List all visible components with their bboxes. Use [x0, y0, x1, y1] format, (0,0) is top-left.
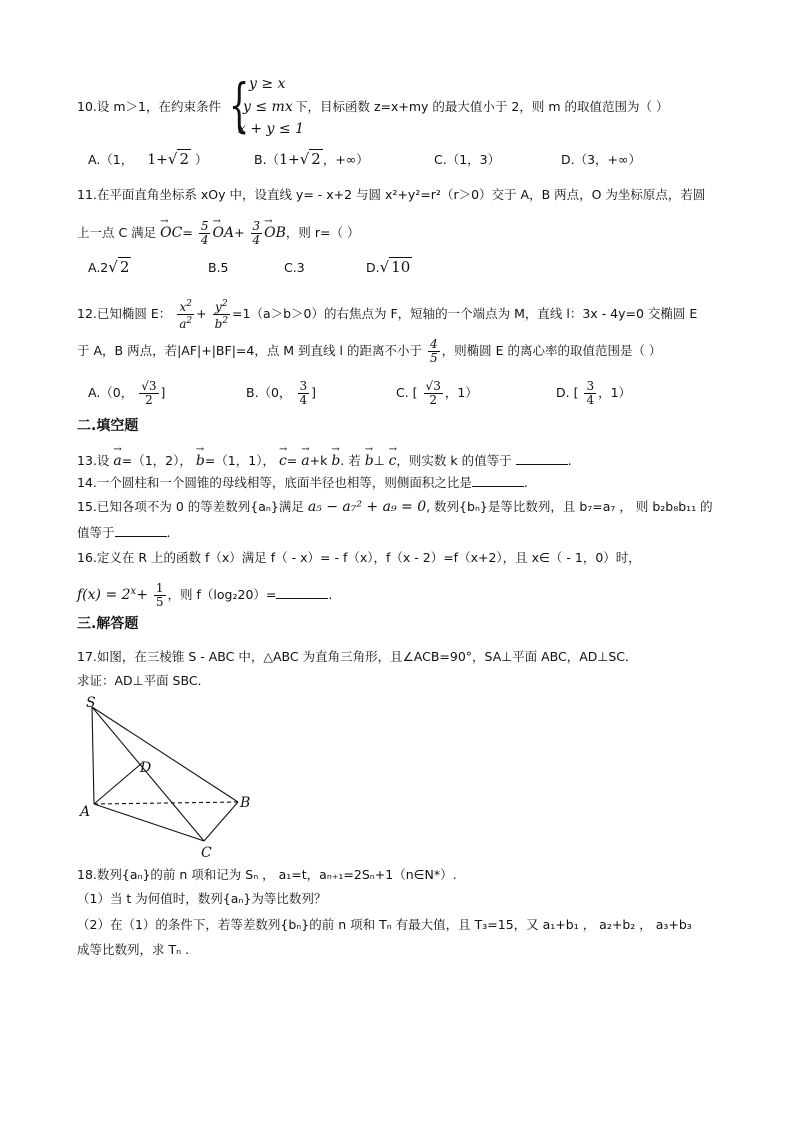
section-solutions: 三.解答题	[77, 616, 139, 632]
pyramid-figure	[70, 695, 270, 865]
fraction-sqrt3-2: $\frac{√3}{2}$	[141, 379, 157, 407]
q11-option-d: D.√ 10	[366, 258, 411, 276]
fraction-x2-a2: $\frac{x^2}{a^2}$	[179, 299, 193, 331]
question-15-line-1: 15.已知各项不为 0 的等差数列{aₙ}满足 a₅ − a₇² + a₉ = 0, 数列{bₙ}是等比数列，且 b₇=a₇ ， 则 b₂b₈b₁₁ 的	[77, 499, 713, 515]
fraction-3-4: $\frac{3}{4}$	[586, 379, 595, 407]
question-14: 14.一个圆柱和一个圆锥的母线相等，底面半径也相等，则侧面积之比是 .	[77, 475, 528, 490]
question-17-line-1: 17.如图，在三棱锥 S - ABC 中，△ABC 为直角三角形，且∠ACB=90°，SA⊥平面 ABC，AD⊥SC．	[77, 649, 638, 664]
question-18-line-1: 18.数列{aₙ}的前 n 项和记为 Sₙ ， a₁=t，aₙ₊₁=2Sₙ+1（n∈N*）.	[77, 867, 457, 882]
answer-blank	[516, 452, 568, 465]
edge-sb	[92, 707, 238, 802]
vertex-label-c: C	[201, 845, 212, 861]
sqrt-symbol: √ 10	[379, 258, 411, 276]
vertex-label-b: B	[240, 795, 251, 811]
vector-a: → a	[301, 448, 309, 470]
q15-formula: a₅ − a₇² + a₉ = 0	[307, 499, 427, 515]
section-fill-in-blank: 二.填空题	[77, 418, 139, 434]
fraction-sqrt3-2: $\frac{√3}{2}$	[425, 379, 441, 407]
sqrt-symbol: √ 2	[299, 150, 321, 168]
vector-b: → b	[331, 448, 340, 470]
q11-line-2: 上一点 C 满足 → OC= $\frac{5}{4}$ → OA+ $\frac{3}{4}$ → OB，则 r=（ ）	[77, 216, 359, 247]
fraction-4-5: $\frac{4}{5}$	[429, 337, 438, 365]
q11-option-a: A.2√ 2	[88, 258, 130, 276]
q12-option-d: D. [ $\frac{3}{4}$ ，1）	[556, 379, 632, 407]
q11-option-c: C.3	[284, 260, 305, 275]
sqrt-symbol: √ 2	[108, 258, 130, 276]
fraction-1-5: $\frac{1}{5}$	[155, 581, 164, 610]
constraint-brace: {	[229, 71, 250, 139]
question-15-line-2: 值等于 .	[77, 525, 171, 540]
q16-function: f(x) = 2	[77, 587, 131, 604]
vector-c: → c	[279, 448, 287, 470]
question-18-line-2: （1）当 t 为何值时，数列{aₙ}为等比数列？	[77, 891, 327, 906]
vector-ob: → OB	[264, 216, 286, 246]
constraint-3: x + y ≤ 1	[238, 121, 304, 137]
vertex-label-d: D	[140, 760, 152, 776]
q10-option-c: C.（1，3）	[434, 152, 501, 167]
vector-oc: → OC	[160, 216, 182, 246]
q10-prefix: 10.设 m＞1，在约束条件	[77, 99, 221, 114]
q10-option-a: A.（1， 1+√ 2 ）	[88, 150, 208, 168]
vector-b: → b	[365, 448, 374, 470]
q12-option-a: A.（0， $\frac{√3}{2}$ ]	[88, 379, 166, 407]
question-18-line-4: 成等比数列，求 Tₙ .	[77, 942, 190, 957]
edge-ad	[94, 763, 142, 804]
question-18-line-3: （2）在（1）的条件下，若等差数列{bₙ}的前 n 项和 Tₙ 有最大值，且 T₃=15，又 a₁+b₁ ， a₂+b₂ ， a₃+b₃	[77, 917, 692, 932]
vector-c: → c	[389, 448, 397, 470]
constraint-1: y ≥ x	[249, 76, 286, 92]
q12-line-1: 12.已知椭圆 E： $\frac{x^2}{a^2}$ + $\frac{y^2}{b^2}$ =1（a＞b＞0）的右焦点为 F，短轴的一个端点为 M，直线 l：3x - 4y=0 交椭圆 E	[77, 299, 698, 331]
vector-a: → a	[113, 448, 121, 470]
q10-option-d: D.（3，+∞）	[561, 152, 641, 167]
q12-option-b: B.（0， $\frac{3}{4}$ ]	[246, 379, 317, 407]
answer-blank	[472, 474, 524, 487]
vector-oa: → OA	[212, 216, 234, 246]
edge-bc	[204, 802, 238, 841]
vertex-label-s: S	[86, 695, 96, 711]
fraction-3-4: $\frac{3}{4}$	[299, 379, 308, 407]
q12-option-c: C. [ $\frac{√3}{2}$ ，1）	[396, 379, 478, 407]
q11-option-b: B.5	[208, 260, 229, 275]
fraction-y2-b2: $\frac{y^2}{b^2}$	[214, 299, 229, 331]
answer-blank	[115, 524, 167, 537]
answer-blank	[276, 586, 328, 599]
question-13: 13.设 → a=（1，2）， → b=（1，1）， → c= → a+k → b. 若 → b⊥ → c，则实数 k 的值等于 .	[77, 448, 572, 470]
vector-b: → b	[196, 448, 205, 470]
fraction-3-4: $\frac{3}{4}$	[252, 219, 261, 247]
edge-sa	[92, 707, 94, 804]
vertex-label-a: A	[80, 804, 91, 820]
sqrt-symbol: √ 2	[167, 150, 189, 168]
question-16-line-2: $f(x) = 2^x+$ $\frac{1}{5}$ ，则 f（log₂20）= .	[77, 581, 333, 610]
fraction-5-4: $\frac{5}{4}$	[200, 219, 209, 247]
constraint-2: y ≤ mx	[243, 99, 293, 115]
q11-line-1: 11.在平面直角坐标系 xOy 中，设直线 y= - x+2 与圆 x²+y²=r²（r＞0）交于 A，B 两点，O 为坐标原点，若圆	[77, 187, 706, 202]
q10-suffix: 下，目标函数 z=x+my 的最大值小于 2，则 m 的取值范围为（ ）	[295, 99, 669, 114]
question-16-line-1: 16.定义在 R 上的函数 f（x）满足 f（ - x）= - f（x），f（x - 2）=f（x+2），且 x∈（ - 1，0）时，	[77, 550, 641, 565]
question-17-line-2: 求证：AD⊥平面 SBC．	[77, 673, 211, 688]
q12-line-2: 于 A，B 两点，若|AF|+|BF|=4，点 M 到直线 l 的距离不小于 $\frac{4}{5}$ ，则椭圆 E 的离心率的取值范围是（ ）	[77, 337, 662, 365]
q10-option-b: B.（1+√ 2 ，+∞）	[254, 150, 369, 168]
edge-ab-hidden	[94, 802, 238, 804]
edge-ac	[94, 804, 204, 841]
